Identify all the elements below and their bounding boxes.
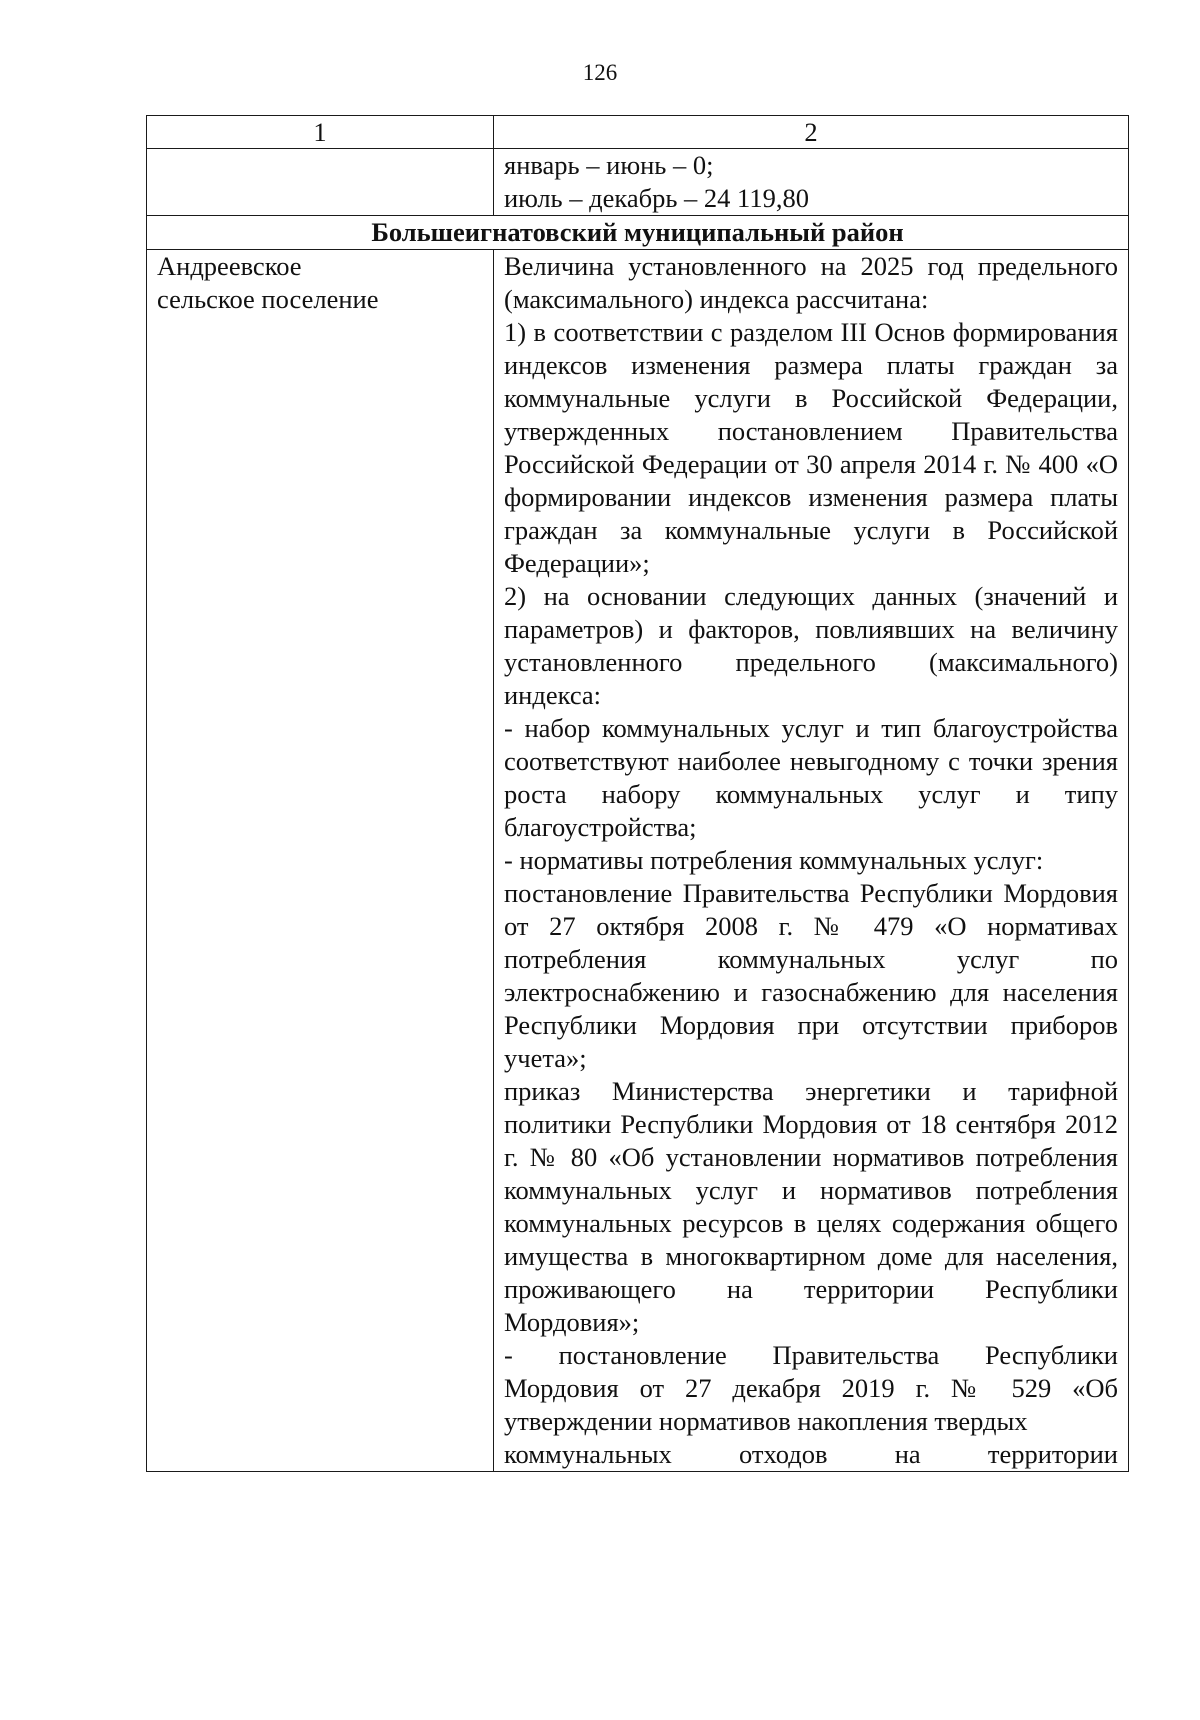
municipality-name-cell <box>147 250 494 1472</box>
paragraph-order-80: приказ Министерства энергетики и тарифной политики Республики Мордовия от 18 сентября 2012 г. № 80 «Об установлении нормативов потребления коммунальных услуг и нормативов потребления коммунальных ресурсов в целях содержания общего имущества в многоквартирном доме для населения, проживающего на территории Республики Мордовия»; <box>504 1076 1118 1337</box>
paragraph-utility-set: - набор коммунальных услуг и тип благоустройства соответствуют наиболее невыгодному с точки зрения роста набору коммунальных услуг и типу благоустройства; <box>504 713 1118 842</box>
page-number: 126 <box>582 60 618 85</box>
table-header-row <box>147 116 1129 149</box>
paragraph-decree-529: - постановление Правительства Республики Мордовия от 27 декабря 2019 г. № 529 «Об утверждении нормативов накопления твердых <box>504 1340 1118 1436</box>
district-row <box>147 216 1129 250</box>
continuation-content-cell <box>494 149 1129 216</box>
continuation-row <box>147 149 1129 216</box>
column-header-2: 2 <box>494 116 1129 149</box>
municipality-name-line-2: сельское поселение <box>157 284 379 314</box>
index-justification-cell <box>494 250 1129 1472</box>
column-header-1: 1 <box>147 116 494 149</box>
continuation-line-1: январь – июнь – 0; <box>504 150 714 180</box>
municipality-name-line-1: Андреевское <box>157 251 302 281</box>
table-row <box>147 250 1129 1472</box>
tariff-index-table <box>146 115 1129 1472</box>
district-title: Большеигнатовский муниципальный район <box>147 216 1129 250</box>
paragraph-last-line: коммунальных отходов на территории <box>504 1439 1118 1469</box>
paragraph-item-1: 1) в соответствии с разделом III Основ формирования индексов изменения размера платы граждан за коммунальные услуги в Российской Федерации, утвержденных постановлением Правительства Российской Федерации от 30 апреля 2014 г. № 400 «О формировании индексов изменения размера платы граждан за коммунальные услуги в Российской Федерации»; <box>504 317 1118 578</box>
continuation-name-cell <box>147 149 494 216</box>
paragraph-intro: Величина установленного на 2025 год предельного (максимального) индекса рассчитана: <box>504 251 1118 314</box>
paragraph-item-2: 2) на основании следующих данных (значений и параметров) и факторов, повлиявших на величину установленного предельного (максимального) индекса: <box>504 581 1118 710</box>
paragraph-decree-479: постановление Правительства Республики Мордовия от 27 октября 2008 г. № 479 «О нормативах потребления коммунальных услуг по электроснабжению и газоснабжению для населения Республики Мордовия при отсутствии приборов учета»; <box>504 878 1118 1073</box>
continuation-line-2: июль – декабрь – 24 119,80 <box>504 183 809 213</box>
paragraph-norms-heading: - нормативы потребления коммунальных услуг: <box>504 845 1044 875</box>
